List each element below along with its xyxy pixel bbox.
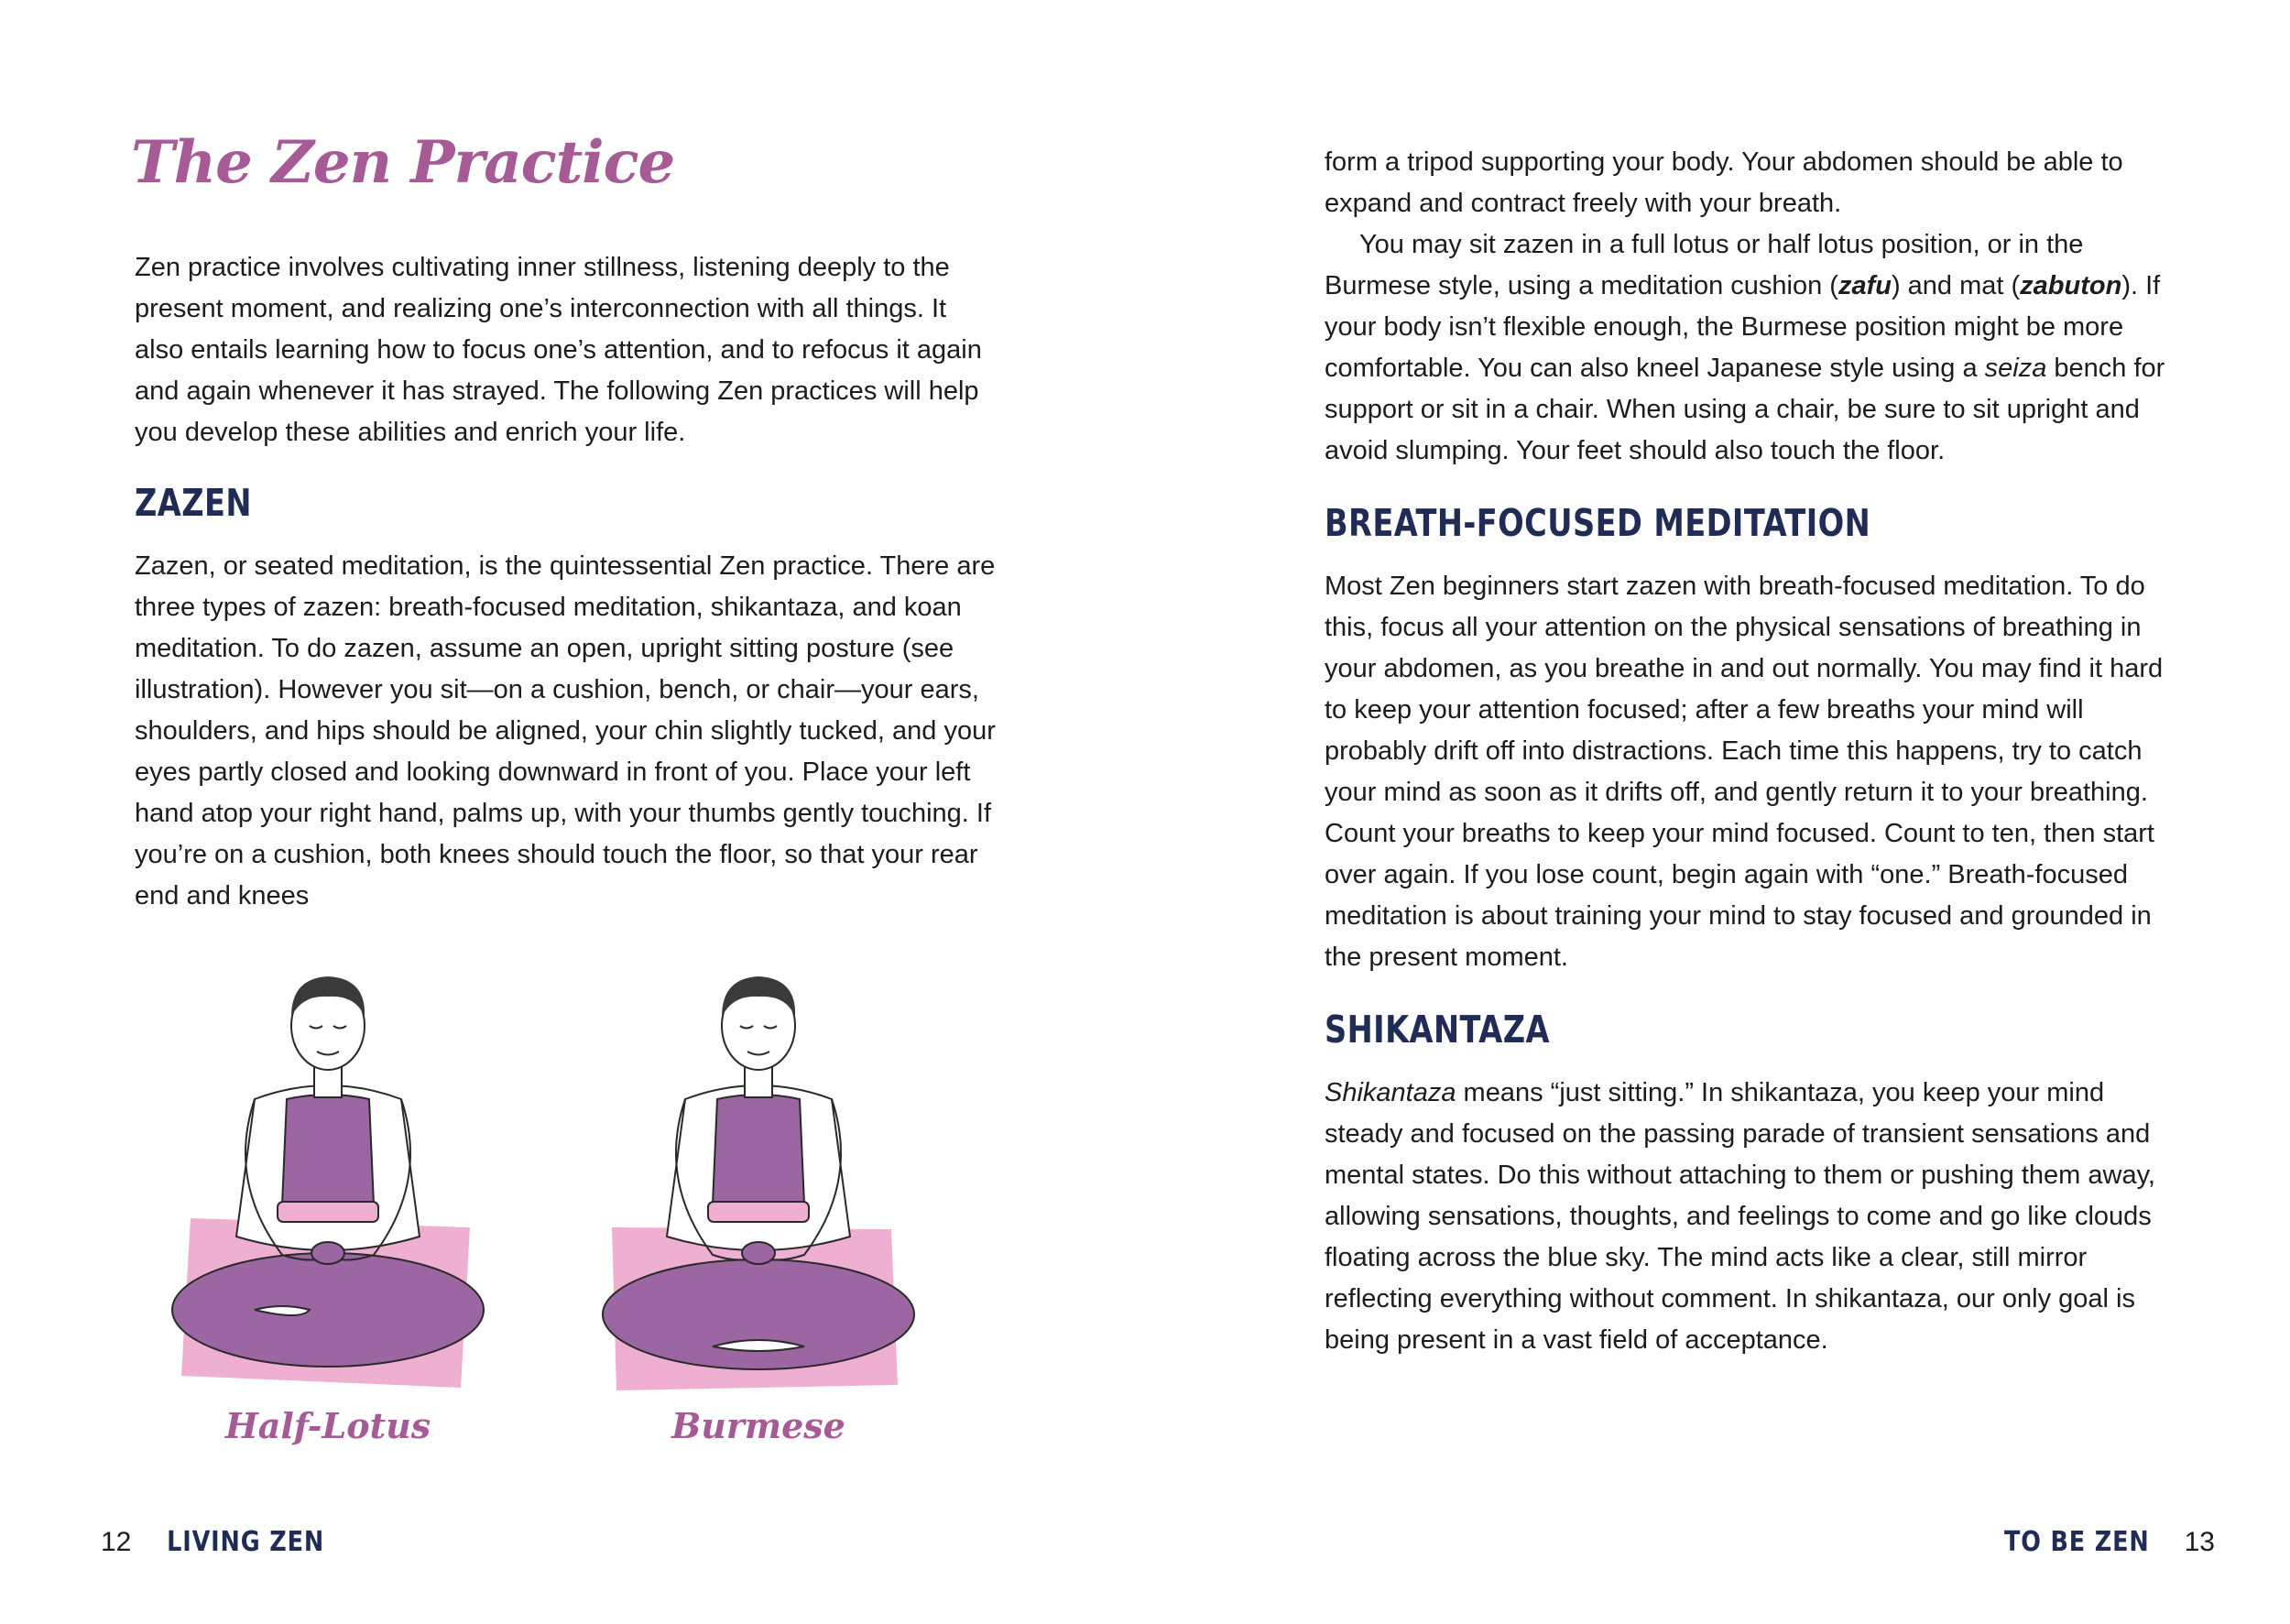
legs-shape [172, 1253, 484, 1367]
tank-top [713, 1095, 804, 1209]
term-seiza: seiza [1984, 354, 2047, 383]
running-head-right: TO BE ZEN [2004, 1526, 2150, 1558]
shikantaza-text: means “just sitting.” In shikantaza, you keep your mind steady and focused on the passing parade of transient sensations and mental states. Do this without attaching to them or pushing them away, allowing sensations, thoughts, and feelings to come and go like clouds floating across the blue sky. The mind acts like a clear, still mirror reflecting everything without comment. In shikantaza, our only goal is being present in a vast field of acceptance. [1325, 1078, 2155, 1355]
term-zafu: zafu [1837, 271, 1892, 300]
legs-shape [603, 1259, 914, 1369]
page-title: The Zen Practice [131, 128, 675, 197]
waistband [278, 1202, 378, 1222]
posture-text-1: You may sit zazen in a full lotus or half lotus position, or in the Burmese style, using a meditation cushion ( [1325, 230, 2084, 300]
figure-caption-burmese: Burmese [671, 1405, 845, 1446]
tank-top [282, 1095, 374, 1209]
left-footer [101, 1526, 339, 1558]
burmese-illustration [575, 962, 942, 1401]
page-number-left: 12 [101, 1526, 132, 1557]
shikantaza-paragraph [1325, 1073, 2181, 1361]
zazen-heading: ZAZEN [135, 481, 252, 525]
continued-paragraph: form a tripod supporting your body. Your abdomen should be able to expand and contract freely with your breath. [1325, 147, 2123, 218]
left-column [135, 247, 996, 917]
figure-caption-half-lotus: Half-Lotus [224, 1405, 431, 1446]
right-footer [1991, 1526, 2215, 1558]
shikantaza-heading: SHIKANTAZA [1325, 1008, 1550, 1052]
page-number-right: 13 [2184, 1526, 2215, 1557]
posture-paragraph [1325, 224, 2181, 472]
term-zabuton: zabuton [2020, 271, 2122, 300]
term-shikantaza: Shikantaza [1325, 1078, 1456, 1107]
breath-paragraph: Most Zen beginners start zazen with breath-focused meditation. To do this, focus all your attention on the physical sensations of breathing in your abdomen, as you breathe in and out normally. You may find it hard to keep your attention focused; after a few breaths your mind will probably drift off into distractions. Each time this happens, try to catch your mind as soon as it drifts off, and gently return it to your breathing. Count your breaths to keep your mind focused. Count to ten, then start over again. If you lose count, begin again with “one.” Breath-focused meditation is about training your mind to stay focused and grounded in the present moment. [1325, 572, 2164, 972]
half-lotus-illustration [145, 962, 511, 1401]
right-column [1325, 142, 2181, 1361]
waistband [708, 1202, 809, 1222]
hands [311, 1242, 344, 1264]
posture-text-3: ). If your body isn’t flexible enough, the Burmese position might be more comfortable. You can also kneel Japanese style using a [1325, 271, 2161, 383]
breath-heading: BREATH-FOCUSED MEDITATION [1325, 501, 1871, 545]
figure-half-lotus [145, 962, 511, 1456]
posture-text-4: bench for support or sit in a chair. When using a chair, be sure to sit upright and avoid slumping. Your feet should also touch the floor. [1325, 354, 2165, 465]
intro-paragraph: Zen practice involves cultivating inner stillness, listening deeply to the present moment, and realizing one’s interconnection with all things. It also entails learning how to focus one’s attention, and to refocus it again and again whenever it has strayed. The following Zen practices will help you develop these abilities and enrich your life. [135, 253, 982, 447]
posture-text-2: ) and mat ( [1891, 271, 2021, 300]
figure-burmese [575, 962, 942, 1456]
zazen-paragraph: Zazen, or seated meditation, is the quintessential Zen practice. There are three types of zazen: breath-focused meditation, shikantaza, and koan meditation. To do zazen, assume an open, upright sitting posture (see illustration). However you sit—on a cushion, bench, or chair—your ears, shoulders, and hips should be aligned, your chin slightly tucked, and your eyes partly closed and looking downward in front of you. Place your left hand atop your right hand, palms up, with your thumbs gently touching. If you’re on a cushion, both knees should touch the floor, so that your rear end and knees [135, 551, 996, 910]
running-head-left: LIVING ZEN [167, 1526, 325, 1558]
hands [742, 1242, 775, 1264]
